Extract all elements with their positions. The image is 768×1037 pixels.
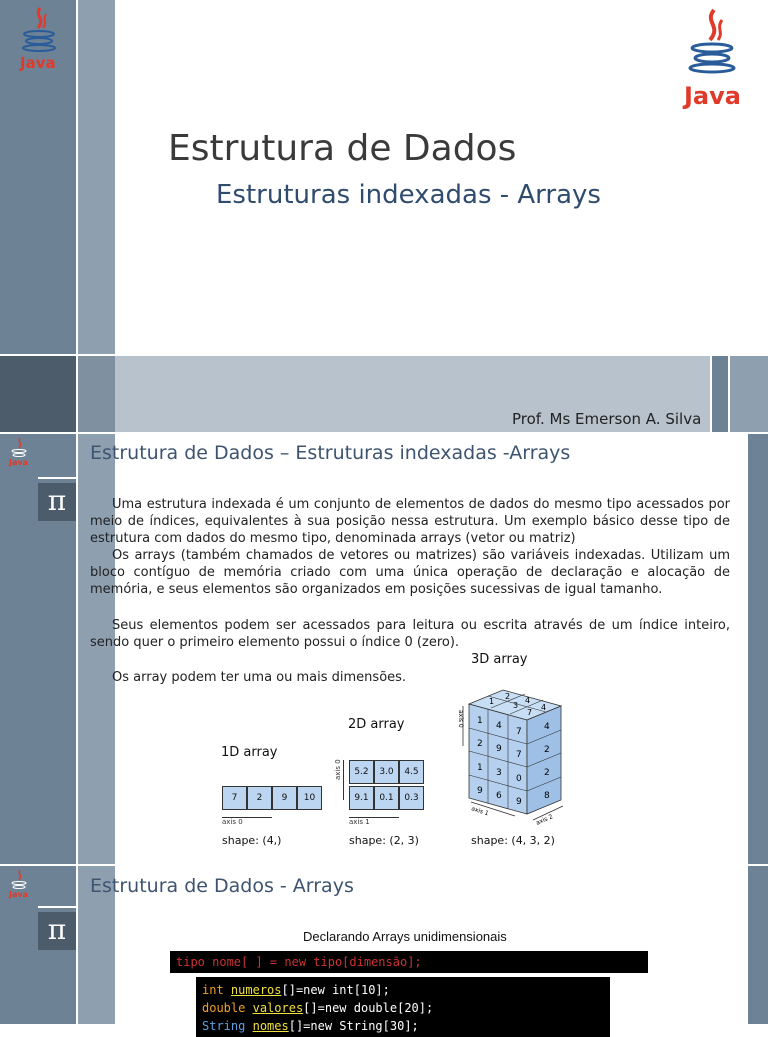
slide1-sidebar-light [78, 0, 115, 354]
array-2d-axis0-line [343, 760, 344, 800]
array-3d-svg [455, 686, 570, 826]
cube-value: 4 [541, 703, 547, 712]
slide1-band-right-light [730, 356, 768, 432]
cube-value: 2 [544, 768, 550, 778]
cube-value: 4 [544, 722, 550, 732]
array-2d-cell: 3.0 [374, 760, 399, 784]
array-2d-cell: 9.1 [349, 786, 374, 810]
array-1d-cell: 9 [272, 786, 297, 810]
code-syntax-block: tipo nome[ ] = new tipo[dimensão]; [170, 951, 648, 973]
array-3d-cube [455, 686, 570, 826]
java-logo-large-text: Java [684, 82, 741, 110]
slide2-paragraph-1 [90, 496, 730, 547]
cube-axis1: axis 1 [470, 805, 490, 818]
slide2-title: Estrutura de Dados – Estruturas indexadas -Arrays [90, 442, 571, 464]
java-logo-mini-text: Java [9, 458, 28, 467]
slide1-title: Estrutura de Dados [168, 128, 517, 169]
java-logo-large [682, 6, 742, 88]
array-2d-axis1-label: axis 1 [349, 818, 370, 826]
slide2-paragraph-2 [90, 547, 730, 598]
cube-value: 1 [489, 697, 495, 706]
slide1-subtitle: Estruturas indexadas - Arrays [216, 180, 601, 210]
array-2d-cell: 4.5 [399, 760, 424, 784]
p4-text: Os array podem ter uma ou mais dimensões. [112, 670, 407, 685]
slide1-band-mid [78, 356, 115, 432]
array-2d-label: 2D array [348, 717, 405, 732]
array-2d-cell: 0.1 [374, 786, 399, 810]
cube-value: 7 [527, 708, 533, 717]
cube-value: 8 [544, 791, 550, 801]
cube-value: 2 [544, 745, 550, 755]
slide1-band-dark [0, 356, 76, 432]
slide2-right-bar [748, 434, 768, 864]
array-1d-cell: 10 [297, 786, 322, 810]
array-3d-label: 3D array [471, 652, 528, 667]
p1-text: Uma estrutura indexada é um conjunto de elementos de dados do mesmo tipo acessados por meio de índices, equivalentes à sua posição nessa estrutura. Um exemplo básico desse tipo de estrutura com dados do mesmo tipo, denominada arrays (vetor ou matriz) [90, 497, 730, 546]
cube-value: 7 [516, 727, 522, 737]
pi-icon: π [38, 912, 76, 950]
cube-value: 3 [513, 701, 519, 710]
p3-text: Seus elementos podem ser acessados para leitura ou escrita através de um índice inteiro, sendo quer o primeiro elemento possui o índice 0 (zero). [90, 618, 730, 650]
array-1d-shape: shape: (4,) [222, 834, 282, 847]
slide3-heading: Declarando Arrays unidimensionais [303, 929, 507, 944]
array-2d-shape: shape: (2, 3) [349, 834, 419, 847]
java-cup-icon [682, 6, 742, 88]
array-2d-cell: 0.3 [399, 786, 424, 810]
cube-value: 1 [477, 716, 483, 726]
slide2-paragraph-3 [90, 617, 730, 651]
cube-value: 9 [496, 744, 502, 754]
array-3d-shape: shape: (4, 3, 2) [471, 834, 555, 847]
cube-value: 4 [525, 696, 531, 705]
cube-value: 2 [477, 739, 483, 749]
code-line: String nomes[]=new String[30]; [202, 1019, 419, 1033]
slide1-band-right-dark [712, 356, 728, 432]
cube-value: 2 [505, 692, 511, 701]
slide1-author: Prof. Ms Emerson A. Silva [512, 410, 702, 428]
p2-text: Os arrays (também chamados de vetores ou matrizes) são variáveis indexadas. Utilizam um bloco contíguo de memória criado com uma única operação de declaração e alocação de memória, e seus elementos são organizados em posições sucessivas de igual tamanho. [90, 548, 730, 597]
cube-value: 7 [516, 750, 522, 760]
cube-value: 9 [477, 786, 483, 796]
array-2d-axis0-label: axis 0 [334, 759, 342, 780]
array-2d-cell: 5.2 [349, 760, 374, 784]
cube-axis2: axis 2 [534, 813, 555, 827]
cube-value: 9 [516, 797, 522, 807]
array-1d-axis-label: axis 0 [222, 818, 243, 826]
code-examples-block [196, 977, 610, 1037]
slide2-divider [38, 477, 76, 479]
cube-value: 1 [477, 763, 483, 773]
array-1d-cell: 7 [222, 786, 247, 810]
cube-value: 0 [516, 774, 522, 784]
array-1d-label: 1D array [221, 745, 278, 760]
slide3-title: Estrutura de Dados - Arrays [90, 875, 354, 897]
slide3-right-bar [748, 866, 768, 1024]
cube-axis0: axis 0 [457, 710, 464, 728]
pi-icon: π [38, 483, 76, 521]
code-line: int numeros[]=new int[10]; [202, 983, 390, 997]
cube-value: 6 [496, 791, 502, 801]
slide2-paragraph-4 [90, 669, 470, 686]
cube-value: 4 [496, 721, 502, 731]
slide3-divider [38, 906, 76, 908]
code-line: double valores[]=new double[20]; [202, 1001, 434, 1015]
java-logo-mini-text: Java [9, 890, 28, 899]
cube-value: 3 [496, 768, 502, 778]
java-logo-small-text: Java [20, 54, 56, 72]
array-1d-cell: 2 [247, 786, 272, 810]
